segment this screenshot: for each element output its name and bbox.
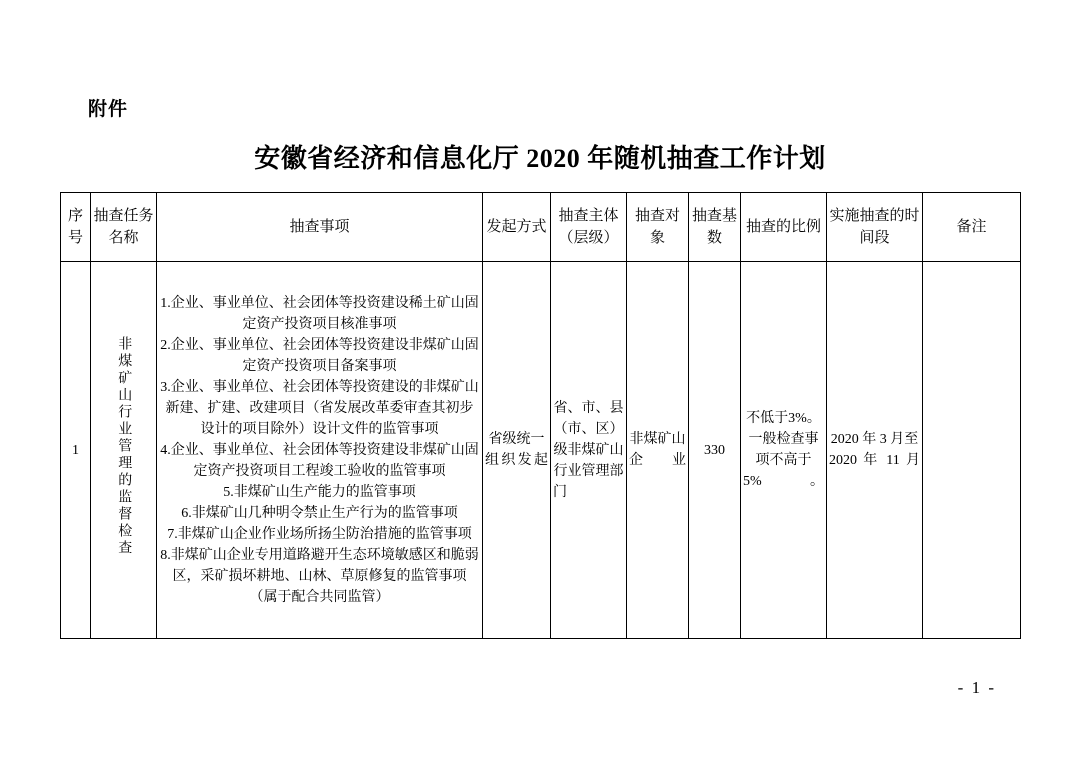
cell-period: 2020 年 3 月至 2020 年 11 月	[827, 262, 923, 639]
inspection-plan-table	[60, 192, 1021, 639]
page-number: - 1 -	[957, 678, 996, 697]
item-line: 6.非煤矿山几种明令禁止生产行为的监管事项	[181, 505, 458, 521]
column-header-ratio: 抽查的比例	[741, 193, 827, 262]
item-line: 4.企业、事业单位、社会团体等投资建设非煤矿山固定资产投资项目工程竣工验收的监管事项	[160, 442, 479, 479]
column-header-remark: 备注	[923, 193, 1021, 262]
cell-items	[157, 262, 483, 639]
cell-object: 非煤矿山企业	[627, 262, 689, 639]
column-header-object: 抽查对象	[627, 193, 689, 262]
column-header-seq: 序号	[61, 193, 91, 262]
item-line: 8.非煤矿山企业专用道路避开生态环境敏感区和脆弱区，采矿损坏耕地、山林、草原修复的监管事项（属于配合共同监管）	[160, 547, 479, 605]
item-line: 7.非煤矿山企业作业场所扬尘防治措施的监管事项	[167, 526, 472, 542]
column-header-subject: 抽查主体（层级）	[551, 193, 627, 262]
column-header-task-name: 抽查任务名称	[91, 193, 157, 262]
table-header-row	[61, 193, 1021, 262]
cell-method: 省级统一组织发起	[483, 262, 551, 639]
item-line: 1.企业、事业单位、社会团体等投资建设稀土矿山固定资产投资项目核准事项	[160, 295, 479, 332]
item-line: 5.非煤矿山生产能力的监管事项	[223, 484, 416, 500]
cell-base: 330	[689, 262, 741, 639]
item-line: 2.企业、事业单位、社会团体等投资建设非煤矿山固定资产投资项目备案事项	[160, 337, 479, 374]
cell-remark	[923, 262, 1021, 639]
cell-seq: 1	[61, 262, 91, 639]
item-line: 3.企业、事业单位、社会团体等投资建设的非煤矿山新建、扩建、改建项目（省发展改革委审查其初步设计的项目除外）设计文件的监管事项	[160, 379, 479, 437]
cell-task-name	[91, 262, 157, 639]
task-name-text: 非煤矿山行业管理的监督检查	[116, 336, 132, 557]
column-header-items: 抽查事项	[157, 193, 483, 262]
column-header-period: 实施抽查的时间段	[827, 193, 923, 262]
column-header-method: 发起方式	[483, 193, 551, 262]
attachment-label: 附件	[88, 99, 129, 120]
cell-subject: 省、市、县（市、区）级非煤矿山行业管理部门	[551, 262, 627, 639]
column-header-base: 抽查基数	[689, 193, 741, 262]
cell-ratio: 不低于3%。一般检查事项不高于5%。	[741, 262, 827, 639]
page-title: 安徽省经济和信息化厅 2020 年随机抽查工作计划	[254, 144, 826, 173]
table-row	[61, 262, 1021, 639]
